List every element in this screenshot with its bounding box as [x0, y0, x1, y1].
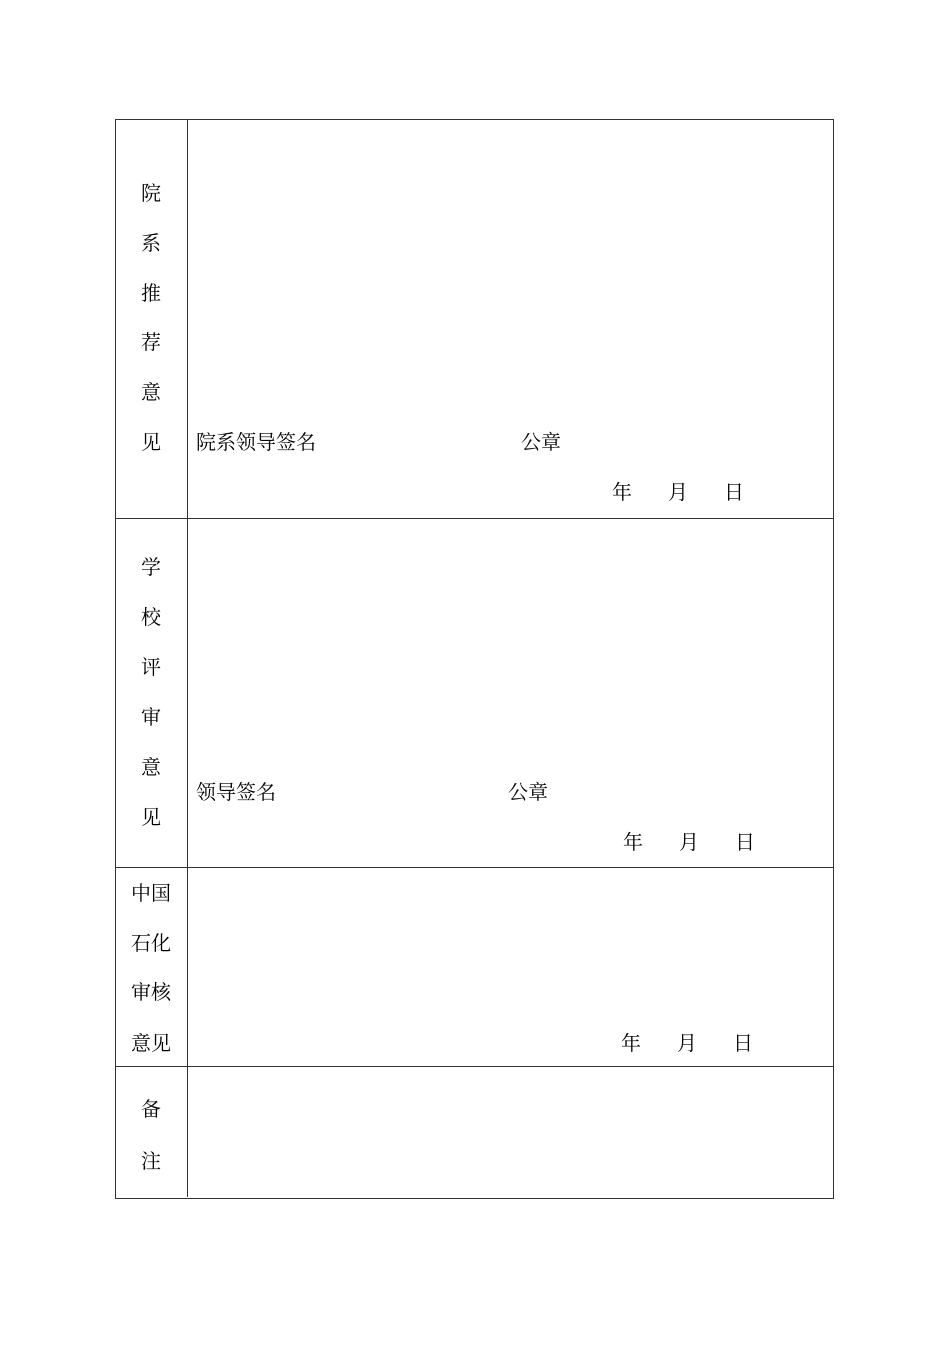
college-recommendation-label [116, 120, 188, 518]
label-char: 推 [141, 281, 161, 305]
label-char: 荐 [141, 330, 161, 354]
college-recommendation-row [116, 120, 833, 519]
school-review-field[interactable] [188, 519, 833, 867]
label-line: 审核 [131, 980, 171, 1004]
college-leader-signature-label: 院系领导签名 [196, 430, 316, 454]
label-char: 见 [141, 805, 161, 829]
remarks-field[interactable] [188, 1067, 833, 1197]
remarks-row [116, 1067, 833, 1197]
date-month-label: 月 [679, 830, 699, 854]
label-char: 院 [141, 181, 161, 205]
date-year-label: 年 [623, 830, 643, 854]
college-recommendation-field[interactable] [188, 120, 833, 518]
sinopec-review-field[interactable] [188, 868, 833, 1066]
college-seal-label: 公章 [521, 430, 561, 454]
label-char: 意 [141, 755, 161, 779]
school-leader-signature-label: 领导签名 [196, 780, 276, 804]
date-month-label: 月 [668, 480, 688, 504]
date-day-label: 日 [724, 480, 744, 504]
date-year-label: 年 [612, 480, 632, 504]
school-review-row [116, 519, 833, 868]
label-char: 校 [141, 605, 161, 629]
label-char: 评 [141, 655, 161, 679]
date-year-label: 年 [621, 1031, 641, 1055]
label-line: 石化 [131, 931, 171, 955]
date-day-label: 日 [735, 830, 755, 854]
label-char: 学 [141, 555, 161, 579]
school-review-label [116, 519, 188, 867]
sinopec-review-row [116, 868, 833, 1067]
school-seal-label: 公章 [508, 780, 548, 804]
label-line: 中国 [131, 881, 171, 905]
date-month-label: 月 [677, 1031, 697, 1055]
label-line: 意见 [131, 1031, 171, 1055]
remarks-label [116, 1067, 188, 1197]
label-char: 意 [141, 380, 161, 404]
label-char: 备 [141, 1097, 161, 1121]
label-char: 见 [141, 430, 161, 454]
date-day-label: 日 [733, 1031, 753, 1055]
label-char: 审 [141, 705, 161, 729]
label-char: 注 [141, 1149, 161, 1173]
review-form-table [115, 119, 834, 1199]
sinopec-review-label [116, 868, 188, 1066]
label-char: 系 [141, 231, 161, 255]
